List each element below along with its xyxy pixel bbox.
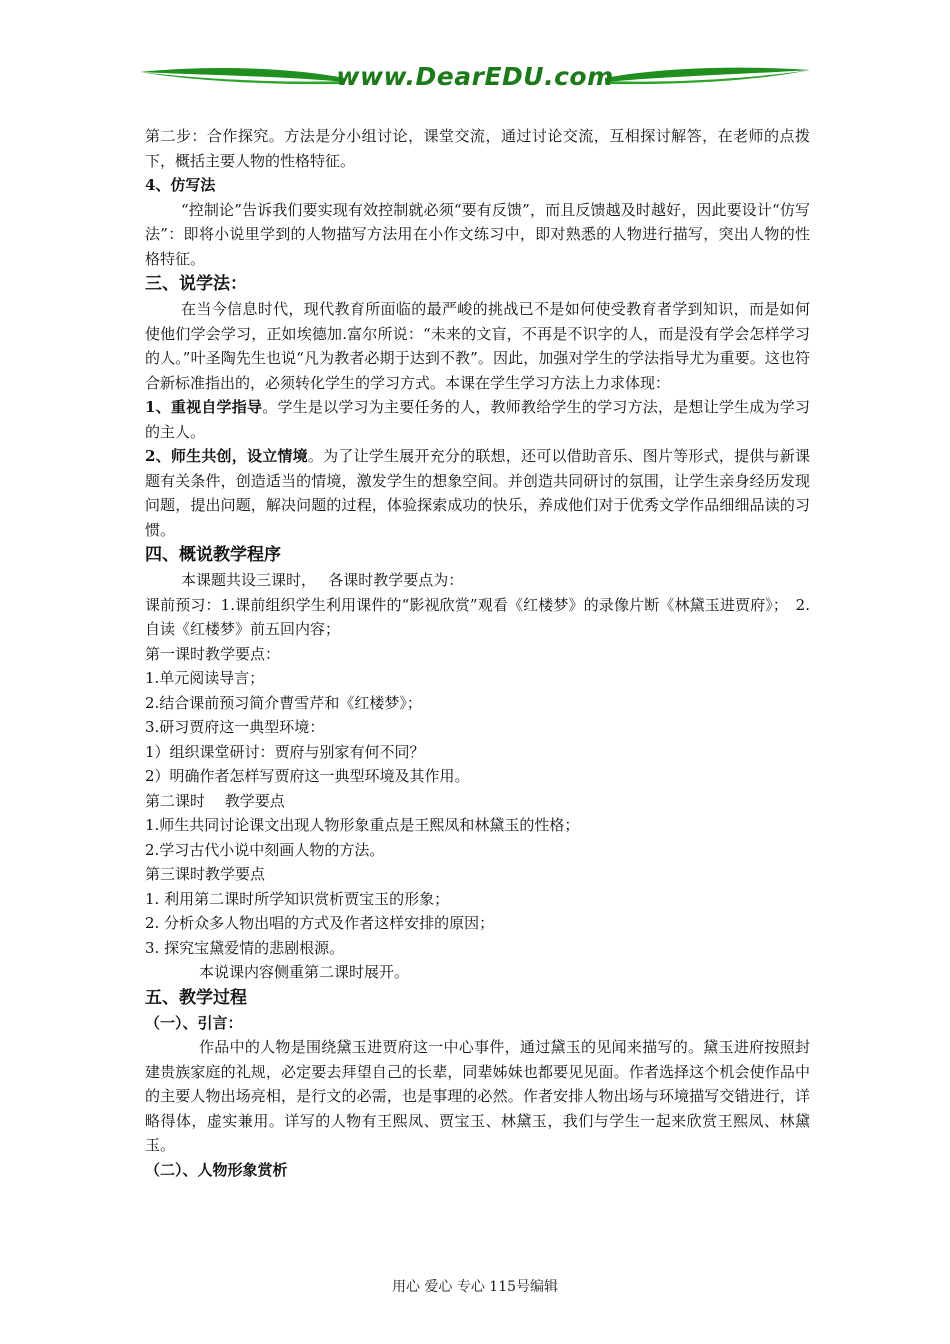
line: 2. 分析众多人物出唱的方式及作者这样安排的原因； — [145, 914, 495, 932]
paragraph: 在当今信息时代，现代教育所面临的最严峻的挑战已不是如何使受教育者学到知识，而是如何使他们学会学习，正如埃德加.富尔所说：“未来的文盲，不再是不识字的人，而是没有学会怎样学习的人。”叶圣陶先生也说“凡为教者必期于达到不教”。因此，加强对学生的学法指导尤为重要。这也符合新标准指出的，必须转化学生的学习方式。本课在学生学习方法上力求体现： — [145, 300, 810, 392]
line: 1. 利用第二课时所学知识赏析贾宝玉的形象； — [145, 889, 450, 908]
section-heading-4: 四、概说教学程序 — [145, 545, 281, 565]
line: 2.学习古代小说中刻画人物的方法。 — [145, 840, 385, 859]
paragraph — [145, 444, 810, 542]
line: 本说课内容侧重第二课时展开。 — [199, 963, 410, 981]
paragraph: 作品中的人物是围绕黛玉进贾府这一中心事件，通过黛玉的见闻来描写的。黛玉进府按照封建贵族家庭的礼规，必定要去拜望自己的长辈，同辈姊妹也都要见见面。作者选择这个机会使作品中的主要人物出场亮相，是行文的必需，也是事理的必然。作者安排人物出场与环境描写交错进行，详略得体，虚实兼用。详写的人物有王熙凤、贾宝玉、林黛玉，我们与学生一起来欣赏王熙凤、林黛玉。 — [145, 1038, 810, 1154]
paragraph: “控制论”告诉我们要实现有效控制就必须“要有反馈”，而且反馈越及时越好，因此要设计“仿写法”：即将小说里学到的人物描写方法用在小作文练习中，即对熟悉的人物进行描写，突出人物的性格特征。 — [145, 200, 810, 268]
paragraph-lead: 2、师生共创，设立情境 — [145, 447, 308, 465]
line: 1.师生共同讨论课文出现人物形象重点是王熙凤和林黛玉的性格； — [145, 816, 580, 834]
line: 第三课时教学要点 — [145, 865, 266, 883]
paragraph-lead: 1、重视自学指导 — [145, 398, 263, 416]
line: 第二课时 教学要点 — [145, 791, 285, 810]
section-heading-5: 五、教学过程 — [145, 987, 247, 1008]
document-body — [145, 124, 810, 1182]
paragraph-text: 。学生是以学习为主要任务的人，教师教给学生的学习方法，是想让学生成为学习的主人。 — [145, 398, 810, 441]
line: 2.结合课前预习简介曹雪芹和《红楼梦》； — [145, 693, 422, 712]
site-logo-text: www.DearEDU.com — [336, 62, 614, 91]
paragraph-text: 。为了让学生展开充分的联想，还可以借助音乐、图片等形式，提供与新课题有关条件，创造适当的情境，激发学生的想象空间。并创造共同研讨的氛围，让学生亲身经历发现问题，提出问题，解决问题的过程，体验探索成功的快乐，养成他们对于优秀文学作品细细品读的习惯。 — [145, 447, 810, 539]
section-heading-3: 三、说学法： — [145, 274, 247, 294]
line: 2）明确作者怎样写贾府这一典型环境及其作用。 — [145, 767, 470, 785]
paragraph: 第二步：合作探究。方法是分小组讨论，课堂交流，通过讨论交流，互相探讨解答，在老师的点拨下，概括主要人物的性格特征。 — [145, 127, 810, 170]
line: 第一课时教学要点： — [145, 644, 281, 663]
site-header — [140, 58, 810, 98]
page-footer: 用心 爱心 专心 115号编辑 — [391, 1279, 559, 1295]
subheading-character: （二）、人物形象赏析 — [145, 1160, 288, 1179]
subheading-fangxie: 4、仿写法 — [145, 176, 216, 194]
line: 3.研习贾府这一典型环境： — [145, 718, 325, 736]
line: 3. 探究宝黛爱情的悲剧根源。 — [145, 938, 345, 957]
line: 课前预习：1.课前组织学生利用课件的“影视欣赏”观看《红楼梦》的录像片断《林黛玉进贾府》； 2.自读《红楼梦》前五回内容； — [145, 595, 810, 638]
subheading-intro: （一）、引言： — [145, 1013, 243, 1032]
line: 1）组织课堂研讨：贾府与别家有何不同？ — [145, 742, 425, 761]
line: 1.单元阅读导言； — [145, 669, 265, 687]
paragraph — [145, 395, 810, 444]
line: 本课题共设三课时， 各课时教学要点为： — [181, 571, 464, 589]
